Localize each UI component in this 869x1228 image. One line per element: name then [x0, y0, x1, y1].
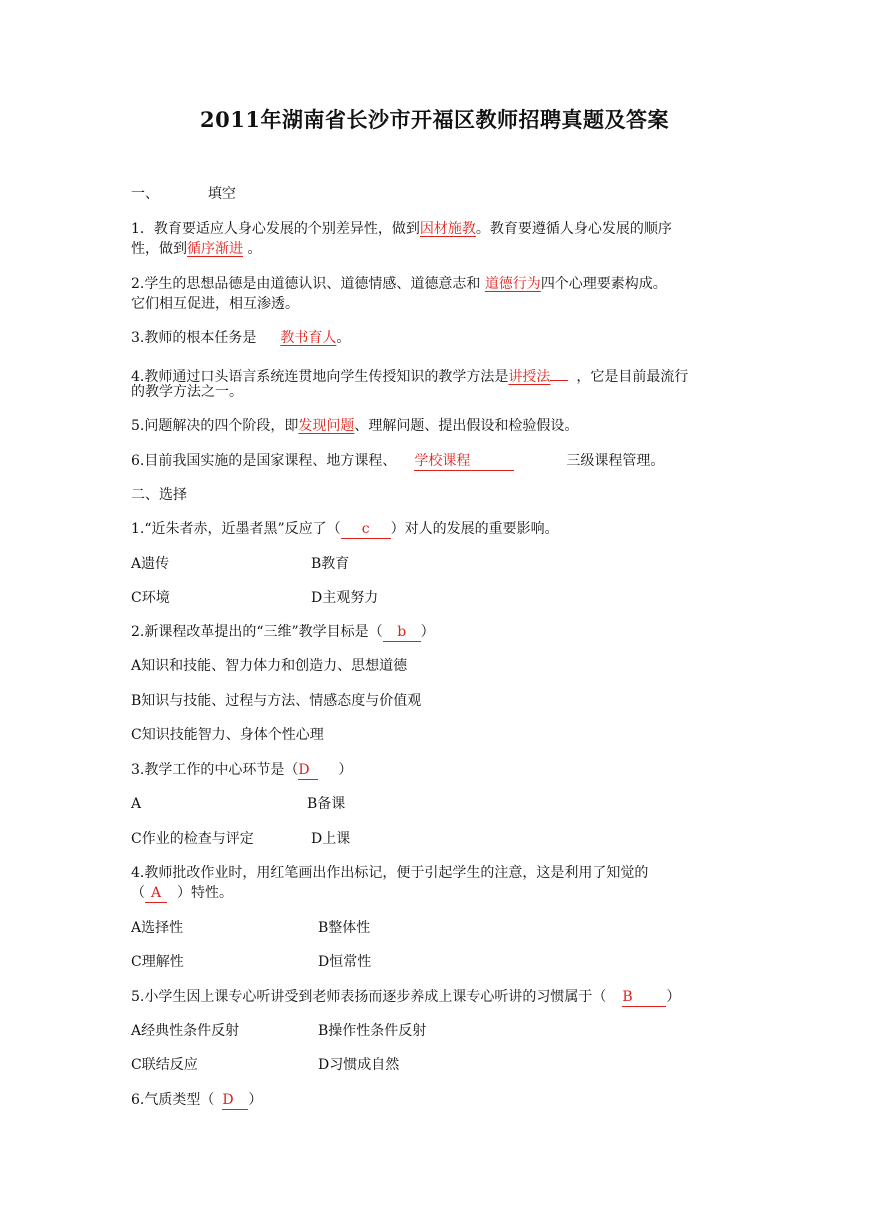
question-text: 三级课程管理。 — [566, 453, 665, 469]
answer-c1: c — [341, 520, 391, 539]
section-heading-choice: 二、选择 — [131, 487, 187, 503]
question-text: 5.小学生因上课专心听讲受到老师表扬而逐步养成上课专心听讲的习惯属于（ — [131, 989, 607, 1005]
question-text: 6.气质类型（ — [131, 1092, 215, 1108]
question-text: 。 — [243, 241, 262, 257]
question-text: ） — [248, 1092, 263, 1108]
question-text: 5.问题解决的四个阶段，即 — [131, 418, 299, 434]
question-text: 、理解问题、提出假设和检验假设。 — [354, 418, 579, 434]
answer-6: 学校课程 — [414, 452, 514, 471]
fill-question-1-line-2 — [131, 239, 741, 259]
fill-question-2-line-1 — [131, 274, 741, 294]
answer-4: 讲授法 — [508, 369, 551, 385]
choice-question-4-line-1 — [131, 863, 741, 883]
choice-question-5 — [131, 987, 741, 1007]
question-text: 4.教师通过口头语言系统连贯地向学生传授知识的教学方法是 — [131, 369, 509, 385]
option-b: B教育 — [311, 556, 350, 572]
option-c: C环境 — [131, 590, 170, 606]
question-text: ） — [666, 989, 681, 1005]
answer-3: 教书育人 — [280, 330, 337, 346]
question-text: （ — [131, 885, 145, 901]
choice-question-2 — [131, 622, 741, 642]
option-a: A选择性 — [131, 920, 184, 936]
page-title: 2011年湖南省长沙市开福区教师招聘真题及答案 — [200, 107, 669, 132]
fill-question-4-line-2 — [131, 382, 741, 402]
question-text: 。 — [336, 330, 351, 346]
question-text: ）特性。 — [177, 885, 233, 901]
answer-5: 发现问题 — [298, 418, 355, 434]
question-text: 。教育要遵循人身心发展的顺序 — [475, 221, 672, 237]
fill-question-5 — [131, 416, 741, 436]
question-text: 6.目前我国实施的是国家课程、地方课程、 — [131, 453, 397, 469]
question-text: 1.“近朱者赤，近墨者黑”反应了（ — [131, 521, 341, 537]
choice-question-6 — [131, 1090, 741, 1110]
question-text: 3.教学工作的中心环节是（ — [131, 762, 299, 778]
question-text: 2.新课程改革提出的“三维”教学目标是（ — [131, 624, 383, 640]
option-c: C作业的检查与评定 — [131, 831, 254, 847]
answer-c3: D — [298, 761, 318, 780]
section-number: 一、 — [131, 186, 159, 202]
option-c: C知识技能智力、身体个性心理 — [131, 727, 324, 743]
option-d: D恒常性 — [318, 954, 372, 970]
option-a: A — [131, 796, 142, 812]
fill-question-3 — [131, 328, 741, 348]
choice-question-3 — [131, 760, 741, 780]
option-a: A遗传 — [131, 556, 170, 572]
option-a: A知识和技能、智力体力和创造力、思想道德 — [131, 658, 408, 674]
section-title: 填空 — [207, 186, 236, 202]
option-b: B整体性 — [318, 920, 371, 936]
option-d: D主观努力 — [311, 590, 379, 606]
answer-c5: B — [622, 988, 666, 1007]
option-c: C联结反应 — [131, 1057, 198, 1073]
answer-c2: b — [383, 623, 421, 642]
question-text: 性，做到 — [131, 241, 187, 257]
option-a: A经典性条件反射 — [131, 1023, 240, 1039]
question-text: ） — [420, 624, 435, 640]
question-text: 4.教师批改作业时，用红笔画出作出标记，便于引起学生的注意，这是利用了知觉的 — [131, 865, 649, 881]
question-text: ） — [338, 762, 353, 778]
answer-c6: D — [222, 1091, 248, 1110]
question-text: ，它是目前最流行 — [576, 369, 689, 385]
option-d: D上课 — [311, 831, 351, 847]
question-text: 四个心理要素构成。 — [540, 276, 667, 292]
option-d: D习惯成自然 — [318, 1057, 400, 1073]
choice-question-4-line-2 — [131, 883, 741, 903]
choice-question-1 — [131, 519, 741, 539]
answer-c4: A — [145, 884, 167, 903]
answer-blank — [550, 362, 568, 381]
question-text: 2.学生的思想品德是由道德认识、道德情感、道德意志和 — [131, 276, 485, 292]
question-text: 3.教师的根本任务是 — [131, 330, 257, 346]
question-text: 1．教育要适应人身心发展的个别差异性，做到 — [131, 221, 420, 237]
answer-1-2: 循序渐进 — [187, 241, 243, 257]
fill-question-1-line-1 — [131, 219, 741, 239]
section-heading-fill — [131, 184, 741, 204]
option-c: C理解性 — [131, 954, 184, 970]
option-b: B备课 — [307, 796, 346, 812]
option-b: B知识与技能、过程与方法、情感态度与价值观 — [131, 693, 422, 709]
fill-question-6 — [131, 451, 741, 471]
question-text: 的教学方法之一。 — [131, 384, 243, 400]
question-text: 它们相互促进，相互渗透。 — [131, 296, 299, 312]
option-b: B操作性条件反射 — [318, 1023, 427, 1039]
answer-1-1: 因材施教 — [419, 221, 476, 237]
fill-question-2-line-2 — [131, 294, 741, 314]
answer-2: 道德行为 — [484, 276, 541, 292]
question-text: ）对人的发展的重要影响。 — [390, 521, 559, 537]
